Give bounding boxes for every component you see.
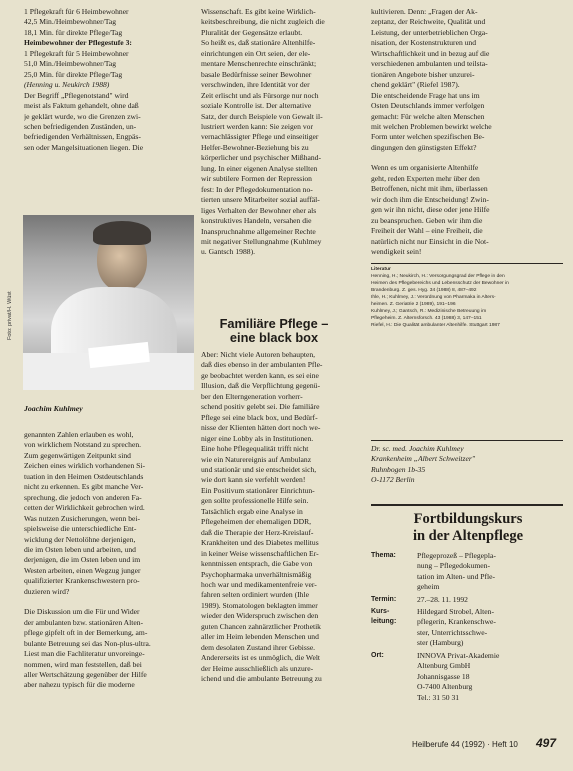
reference-line: heimen. Z. Geriatrie 2 (1989), 191–196 bbox=[371, 302, 456, 307]
text-line: Betroffenen, nicht mit ihm, überlassen bbox=[371, 184, 488, 194]
text-line: Tatsächlich ergab eine Analyse in bbox=[201, 506, 303, 516]
course-value-line: Tel.: 31 50 31 bbox=[417, 692, 460, 702]
text-line: Zeichen eines wirklich vorhandenen Si- bbox=[24, 461, 146, 471]
text-line: pflege gipfelt oft in der Bemerkung, am- bbox=[24, 628, 148, 638]
text-line: Ein Positivum stationärer Einrichtun- bbox=[201, 485, 315, 495]
course-value-line: nung – Pflegedokumen- bbox=[417, 561, 490, 571]
journal-footer: Heilberufe 44 (1992) · Heft 10 bbox=[412, 740, 518, 749]
text-line: soziale Kontrolle ist. Der alternative bbox=[201, 101, 312, 111]
text-line: keitsbeschreibung, die nicht zugleich die bbox=[201, 17, 325, 27]
text-line: ber den Elterngeneration vorherr- bbox=[201, 391, 303, 401]
column3-top-text bbox=[371, 7, 563, 257]
text-line: 1 Pflegekraft für 5 Heimbewohner bbox=[24, 48, 129, 58]
reference-line: Heimen des Pflegebereichs und Lebensschutz der Bewohner in bbox=[371, 281, 509, 286]
text-line: So heißt es, daß stationäre Altenhilfe- bbox=[201, 38, 316, 48]
text-line: verschwinden, ihre Identität vor der bbox=[201, 80, 310, 90]
text-line: hoch war und medikamentenfreie ver- bbox=[201, 579, 317, 589]
text-line: wieder den Widerspruch zwischen den bbox=[201, 611, 319, 621]
text-line: nommen, wird man feststellen, daß bei bbox=[24, 659, 142, 669]
text-line: 42,5 Min./Heimbewohner/Tag bbox=[24, 17, 117, 27]
text-line: gen sollte professionelle Hilfe sein. bbox=[201, 496, 309, 506]
text-line: Zum gegenwärtigen Zeitpunkt sind bbox=[24, 450, 131, 460]
author-photo bbox=[23, 215, 194, 390]
course-value-line: tation im Alten- und Pfle- bbox=[417, 571, 496, 581]
course-value-line: Johannisgasse 18 bbox=[417, 671, 470, 681]
text-line: tionären Angebote bisher unzurei- bbox=[371, 69, 475, 79]
text-line: Wenn es um organisierte Altenhilfe bbox=[371, 163, 479, 173]
references-title: Literatur bbox=[371, 267, 391, 272]
text-line: ge beobachtet werden kann, es sei eine bbox=[201, 370, 319, 380]
text-line: wie dort kann sie verfehlt werden! bbox=[201, 475, 306, 485]
course-value bbox=[417, 651, 562, 703]
text-line: wir doch ihm die Entscheidung! Zwin- bbox=[371, 194, 489, 204]
text-line: gemacht: Für welche alten Menschen bbox=[371, 111, 485, 121]
course-value-line: 27.–28. 11. 1992 bbox=[417, 595, 468, 604]
text-line: tierten unsere Mitarbeiter sozial auffäl- bbox=[201, 195, 320, 205]
text-line: mentare Menschenrechte einschränkt; bbox=[201, 59, 317, 69]
text-line: tuation in den Heimen Ostdeutschlands bbox=[24, 471, 144, 481]
text-line bbox=[24, 597, 189, 607]
course-title-line: Fortbildungskurs bbox=[413, 511, 523, 527]
text-line: Pflege sei eine black box, und Bedürf- bbox=[201, 412, 318, 422]
photo-credit: Foto: privat/H. Wüst bbox=[7, 291, 13, 340]
text-line: sprechung, die jedoch von anderen Fa- bbox=[24, 492, 142, 502]
reference-line: Kuhlmey, J.; Gantsch, R.: Medizinische Betreuung im bbox=[371, 309, 487, 314]
course-value-line: O-7400 Altenburg bbox=[417, 682, 473, 692]
text-line: zu beanspruchen. Geben wir ihm die bbox=[371, 215, 483, 225]
text-line: u. Gantsch 1988). bbox=[201, 247, 255, 257]
text-line: Form unter welchen spezifischen Be- bbox=[371, 132, 485, 142]
text-line: vernachlässigter Pflege und einseitiger bbox=[201, 132, 319, 142]
course-label: Thema: bbox=[371, 552, 396, 559]
column2-bottom-text bbox=[201, 350, 349, 685]
text-line: liges Verhalten der Bewohner eher als bbox=[201, 205, 317, 215]
text-line: niger eine Lobby als in Institutionen. bbox=[201, 433, 314, 443]
text-line: kenntnissen entsprach, die Gabe von bbox=[201, 559, 313, 569]
text-line: aber nahezu typisch für die moderne bbox=[24, 680, 135, 690]
photo-hair-shape bbox=[93, 221, 151, 245]
text-line: duzieren wird? bbox=[24, 586, 70, 596]
text-line: Illusion, daß die Verpflichtung gegenü- bbox=[201, 381, 321, 391]
course-label: leitung: bbox=[371, 618, 397, 625]
course-value-line: Pflegeprozeß – Pflegepla- bbox=[417, 551, 496, 560]
text-line: Psychopharmaka unverhältnismäßig bbox=[201, 569, 312, 579]
course-value-line: INNOVA Privat-Akademie bbox=[417, 651, 500, 660]
text-line: cetten der Wirklichkeit gebrochen wird. bbox=[24, 503, 145, 513]
text-line: nicht zu erkennen. Es gibt manche Ver- bbox=[24, 482, 144, 492]
course-value-line: geheim bbox=[417, 582, 440, 592]
text-line: schend positiv gelebt sei. Die familiäre bbox=[201, 402, 320, 412]
course-label: Ort: bbox=[371, 652, 384, 659]
course-value-line: pflegerin, Krankenschwe- bbox=[417, 617, 496, 627]
column2-top-text bbox=[201, 7, 349, 258]
text-line: fahren selten ordiniert wurden (Ihle bbox=[201, 590, 309, 600]
text-line: Pflegeheimen der ehemaligen DDR, bbox=[201, 517, 312, 527]
course-value-line: ster, Unterrichtsschwe- bbox=[417, 627, 488, 637]
section-headline: Familiäre Pflege – eine black box bbox=[219, 316, 329, 345]
course-value bbox=[417, 551, 562, 593]
text-line: Die Diskussion um die Für und Wider bbox=[24, 607, 140, 617]
text-line: mit welchen Problemen bewirkt welche bbox=[371, 121, 492, 131]
text-line bbox=[371, 153, 563, 163]
text-line: 1989). Stomatologen beklagten immer bbox=[201, 600, 318, 610]
text-line: der ambulanten bzw. stationären Alten- bbox=[24, 617, 144, 627]
reference-line: Pflegeheim. Z. Alternsforsch. 43 (1988) 3, 147–151 bbox=[371, 316, 482, 321]
text-line: Osten Deutschlands immer verfolgen bbox=[371, 101, 485, 111]
text-line: der Heime ausschließlich als unzure- bbox=[201, 663, 314, 673]
text-line: Satz, der durch Beispiele von Gewalt il- bbox=[201, 111, 323, 121]
text-line: Freiheit der Wahl – eine Freiheit, die bbox=[371, 226, 483, 236]
reference-line: Brandenburg. Z. ges. Hyg. 34 (1988) 8, 487–492 bbox=[371, 288, 477, 293]
text-line: guten Chancen zahnärztlicher Prothetik bbox=[201, 621, 321, 631]
course-label: Kurs- bbox=[371, 608, 390, 615]
text-line: Inanspruchnahme allgemeiner Rechte bbox=[201, 226, 316, 236]
text-line: Krankheiten und des Diabetes mellitus bbox=[201, 538, 319, 548]
page-number: 497 bbox=[536, 736, 557, 750]
text-line: je geklärt wurde, wo die Grenzen zwi- bbox=[24, 111, 141, 121]
text-line: aller im Heim lebenden Menschen und bbox=[201, 632, 319, 642]
text-line: lustriert werden kann: Sie zeigen vor bbox=[201, 121, 313, 131]
course-box-top-rule bbox=[371, 504, 563, 506]
text-line: Andererseits ist es unmöglich, die Welt bbox=[201, 653, 321, 663]
text-line: Die entscheidende Frage hat uns im bbox=[371, 90, 480, 100]
course-value bbox=[417, 607, 562, 649]
text-line: Eine hohe Pflegequalität trifft nicht bbox=[201, 444, 309, 454]
text-line: körperlicher und psychischer Mißhand- bbox=[201, 153, 321, 163]
text-line: dingungen den günstigsten Effekt? bbox=[371, 142, 477, 152]
text-line: Wissenschaft. Es gibt keine Wirklich- bbox=[201, 7, 316, 16]
text-line: dem desolaten Zustand ihrer Gebisse. bbox=[201, 642, 316, 652]
address-line: Krankenheim „Albert Schweitzer" bbox=[371, 454, 476, 464]
author-address bbox=[371, 444, 563, 486]
text-line: basale Bedürfnisse seiner Bewohner bbox=[201, 69, 312, 79]
course-value-line: Altenburg GmbH bbox=[417, 661, 471, 671]
reference-line: Riefel, H.: Die Qualität ambulanter Altenhilfe. Stuttgart 1987 bbox=[371, 323, 500, 328]
text-line: wendigkeit sein! bbox=[371, 246, 422, 256]
text-line: fest: In der Pflegedokumentation no- bbox=[201, 184, 313, 194]
course-box-details bbox=[371, 551, 563, 726]
course-value bbox=[417, 595, 562, 605]
address-line: Ruhnbogen 1b-35 bbox=[371, 464, 426, 474]
text-line: Was nutzen Zusicherungen, wenn bei- bbox=[24, 513, 140, 523]
text-line: Leistung, der unterbetrieblichen Orga- bbox=[371, 27, 488, 37]
reference-line: Ihle, H.; Kuhlmey, J.: Verordnung von Pharmaka in Alters- bbox=[371, 295, 496, 300]
text-line: Zeit erlischt und als Fürsorge nur noch bbox=[201, 90, 319, 100]
references bbox=[371, 266, 563, 329]
address-top-rule bbox=[371, 440, 563, 441]
text-line: von wirklichem Notstand zu sprechen. bbox=[24, 440, 142, 450]
text-line: daß dies ebenso in der ambulanten Pfle- bbox=[201, 360, 323, 370]
text-line: Der Begriff „Pflegenotstand" wird bbox=[24, 90, 129, 100]
text-line: wicklung der Nettolöhne derjenigen, bbox=[24, 534, 136, 544]
text-line: chend geklärt" (Riefel 1987). bbox=[371, 80, 460, 90]
text-line: verschiedenen ambulanten und teilsta- bbox=[371, 59, 488, 69]
course-label: Termin: bbox=[371, 596, 397, 603]
column1-top-text bbox=[24, 7, 189, 153]
course-value-line: Hildegard Strobel, Alten- bbox=[417, 607, 494, 616]
text-line: Liest man die Fachliteratur unvoreinge- bbox=[24, 649, 145, 659]
text-line: derjenigen, die im Osten leben und im bbox=[24, 555, 141, 565]
address-line: Dr. sc. med. Joachim Kuhlmey bbox=[371, 444, 464, 453]
text-line: und stationär und sie entscheidet sich, bbox=[201, 464, 317, 474]
text-line: Helfer-Bewohner-Beziehung bis zu bbox=[201, 142, 309, 152]
reference-line: Henning, H.; Neukirch, H.: Versorgungsgrad der Pflege in den bbox=[371, 274, 505, 279]
text-line: lung. In einer eigenen Analyse stellten bbox=[201, 163, 318, 173]
address-line: O-1172 Berlin bbox=[371, 475, 415, 485]
photo-caption: Joachim Kuhlmey bbox=[24, 404, 83, 413]
course-title-line: in der Altenpflege bbox=[412, 528, 524, 544]
text-line: bulante Betreuung sei das Non-plus-ultra. bbox=[24, 638, 151, 648]
text-line: befriedigenden Verhältnissen, Engpäs- bbox=[24, 132, 141, 142]
references-top-rule bbox=[371, 263, 563, 264]
column1-bottom-text bbox=[24, 430, 189, 691]
text-line: genannten Zahlen erlauben es wohl, bbox=[24, 430, 134, 439]
course-box-title bbox=[372, 511, 564, 545]
text-line: 18,1 Min. für direkte Pflege/Tag bbox=[24, 27, 123, 37]
text-line: spielsweise die unterschiedliche Ent- bbox=[24, 524, 137, 534]
text-line: konstruktives Handeln, versahen die bbox=[201, 216, 312, 226]
text-line: Heimbewohner der Pflegestufe 3: bbox=[24, 38, 132, 48]
text-line: Westen arbeiten, einen Wegzug junger bbox=[24, 565, 141, 575]
text-line: schen befriedigenden Zuständen, un- bbox=[24, 121, 137, 131]
text-line: daß die Therapie der Herz-Kreislauf- bbox=[201, 527, 314, 537]
text-line: 1 Pflegekraft für 6 Heimbewohner bbox=[24, 7, 129, 16]
text-line: meist als Faktum gehandelt, ohne daß bbox=[24, 101, 139, 111]
text-line: Wirtschaftlichkeit und in bezug auf die bbox=[371, 48, 490, 58]
text-line: wie ein Naturereignis auf Ambulanz bbox=[201, 454, 312, 464]
text-line: ichend und die ambulante Betreuung zu bbox=[201, 674, 322, 684]
text-line: einrichtungen ein Ort seien, der ele- bbox=[201, 48, 311, 58]
text-line: geht, reden Experten mehr über den bbox=[371, 173, 480, 183]
text-line: (Henning u. Neukirch 1988) bbox=[24, 80, 110, 90]
text-line: die im Osten leben und arbeiten, und bbox=[24, 544, 136, 554]
text-line: kultivieren. Denn: „Fragen der Ak- bbox=[371, 7, 478, 16]
text-line: aller Wertschätzung gegenüber der Hilfe bbox=[24, 669, 147, 679]
text-line: 51,0 Min./Heimbewohner/Tag bbox=[24, 59, 117, 69]
text-line: qualifizierter Krankenschwestern pro- bbox=[24, 576, 140, 586]
text-line: in keiner Weise wissenschaftlichen Er- bbox=[201, 548, 319, 558]
text-line: zeptanz, der Reichweite, Qualität und bbox=[371, 17, 486, 27]
text-line: nisse der Klienten hätten dort noch we- bbox=[201, 423, 321, 433]
text-line: natürlich nicht nur Einsicht in die Not- bbox=[371, 236, 489, 246]
text-line: mit negativer Stellungnahme (Kuhlmey bbox=[201, 236, 322, 246]
text-line: Pluralität der Gegensätze erlaubt. bbox=[201, 27, 303, 37]
course-value-line: ster (Hamburg) bbox=[417, 638, 464, 648]
text-line: 25,0 Min. für direkte Pflege/Tag bbox=[24, 69, 123, 79]
text-line: sen oder Mangelsituationen liegen. Die bbox=[24, 142, 144, 152]
text-line: gen wir ihn nicht, diese oder jene Hilfe bbox=[371, 205, 490, 215]
text-line: Aber: Nicht viele Autoren behaupten, bbox=[201, 350, 316, 359]
text-line: nisation, der Kostenstrukturen und bbox=[371, 38, 477, 48]
text-line: wir subtilere Formen der Repression bbox=[201, 174, 312, 184]
